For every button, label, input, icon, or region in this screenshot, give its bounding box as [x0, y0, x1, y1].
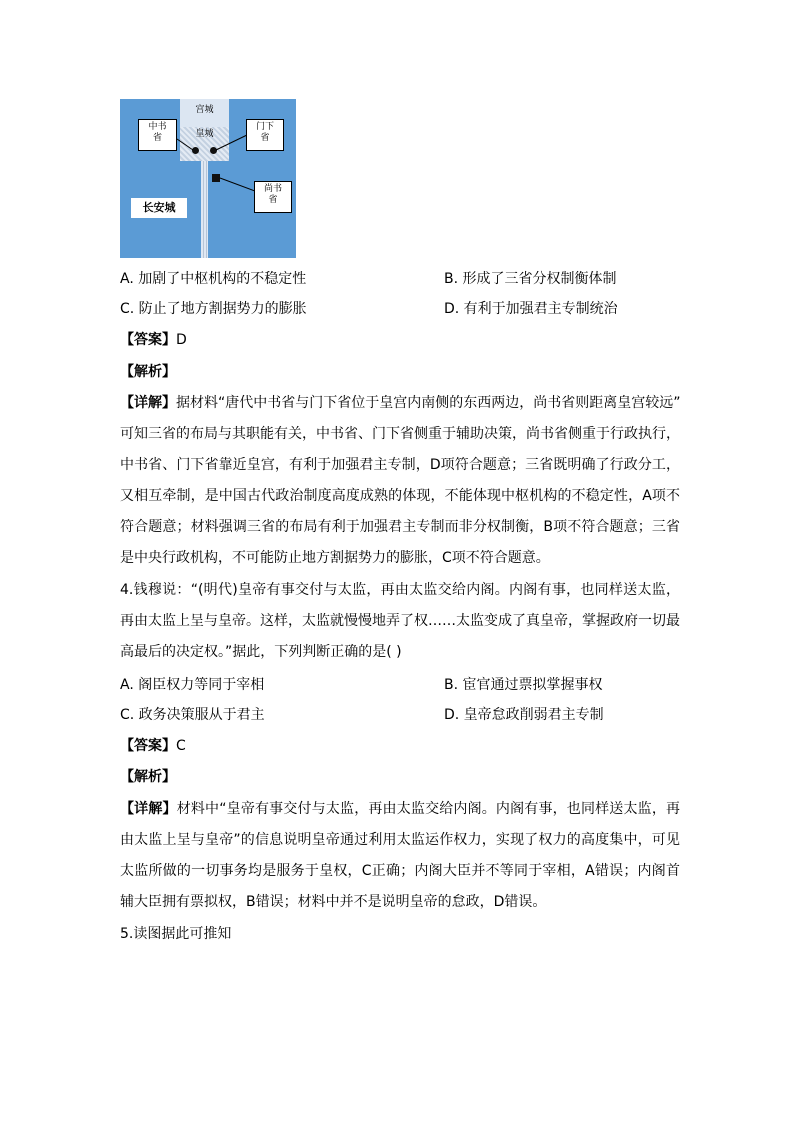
q4-analysis-tag: 【解析】 [120, 769, 176, 785]
q3-option-b: B. 形成了三省分权制衡体制 [444, 271, 617, 287]
zhongshu-label-box [138, 119, 177, 151]
q3-detail-line-3: 中书省、门下省靠近皇宫，有利于加强君主专制，D项符合题意；三省既明确了行政分工， [120, 457, 680, 473]
q4-answer [120, 736, 186, 756]
q3-answer [120, 330, 187, 350]
q4-detail-line-1 [120, 799, 680, 819]
q4-detail-text-1: 材料中“皇帝有事交付与太监，再由太监交给内阁。内阁有事，也同样送太监，再 [176, 801, 680, 817]
zhongshu-label-line2: 省 [152, 133, 162, 143]
q3-option-d: D. 有利于加强君主专制统治 [444, 301, 618, 317]
q3-detail-line-4: 又相互牵制，是中国古代政治制度高度成熟的体现，不能体现中枢机构的不稳定性，A项不 [120, 488, 680, 504]
menxia-label-box [246, 119, 284, 151]
menxia-label-line1: 门下 [255, 122, 274, 132]
q3-detail-line-6: 是中央行政机构，不可能防止地方割据势力的膨胀，C项不符合题意。 [120, 550, 550, 566]
q3-detail-tag: 【详解】 [120, 395, 176, 411]
q4-option-d: D. 皇帝怠政削弱君主专制 [444, 707, 604, 723]
q3-detail-text-1: 据材料“唐代中书省与门下省位于皇宫内南侧的东西两边，尚书省则距离皇宫较远” [176, 395, 681, 411]
q4-stem-line-2: 再由太监上呈与皇帝。这样，太监就慢慢地弄了权……太监变成了真皇帝，掌握政府一切最 [120, 613, 680, 629]
q4-detail-line-2: 由太监上呈与皇帝”的信息说明皇帝通过利用太监运作权力，实现了权力的高度集中，可见 [120, 832, 680, 848]
q4-answer-tag: 【答案】 [120, 738, 176, 754]
q4-detail-line-4: 辅大臣拥有票拟权，B错误；材料中并不是说明皇帝的怠政，D错误。 [120, 894, 547, 910]
q3-option-a: A. 加剧了中枢机构的不稳定性 [120, 271, 307, 287]
q4-stem-line-1: 4.钱穆说：“(明代)皇帝有事交付与太监，再由太监交给内阁。内阁有事，也同样送太监， [120, 582, 680, 598]
q4-detail-line-3: 太监所做的一切事务均是服务于皇权，C正确；内阁大臣并不等同于宰相，A错误；内阁首 [120, 863, 680, 879]
q3-detail-line-1 [120, 393, 680, 413]
q4-option-c: C. 政务决策服从于君主 [120, 707, 265, 723]
changan-map-figure [120, 99, 296, 258]
q3-answer-tag: 【答案】 [120, 332, 176, 348]
shangshu-label-line2: 省 [268, 195, 278, 205]
q3-detail-line-5: 符合题意；材料强调三省的布局有利于加强君主专制而非分权制衡，B项不符合题意；三省 [120, 519, 680, 535]
zhongshu-label-line1: 中书 [148, 122, 167, 132]
changan-label: 长安城 [131, 198, 187, 218]
q3-analysis-tag: 【解析】 [120, 364, 176, 380]
palace-city-label: 宫城 [195, 105, 214, 115]
q4-answer-value: C [176, 738, 186, 754]
q3-option-c: C. 防止了地方割据势力的膨胀 [120, 301, 307, 317]
q4-option-b: B. 宦官通过票拟掌握事权 [444, 677, 603, 693]
q4-detail-tag: 【详解】 [120, 801, 177, 817]
q4-stem-line-3: 高最后的决定权。”据此，下列判断正确的是( ) [120, 644, 402, 660]
shangshu-label-line1: 尚书 [263, 184, 282, 194]
imperial-city-label: 皇城 [195, 129, 214, 139]
menxia-label-line2: 省 [260, 133, 270, 143]
q4-option-a: A. 阁臣权力等同于宰相 [120, 677, 265, 693]
q3-detail-line-2: 可知三省的布局与其职能有关，中书省、门下省侧重于辅助决策，尚书省侧重于行政执行， [120, 426, 680, 442]
shangshu-label-box [254, 181, 292, 213]
q5-stem: 5.读图据此可推知 [120, 926, 232, 942]
q3-answer-value: D [176, 332, 187, 348]
